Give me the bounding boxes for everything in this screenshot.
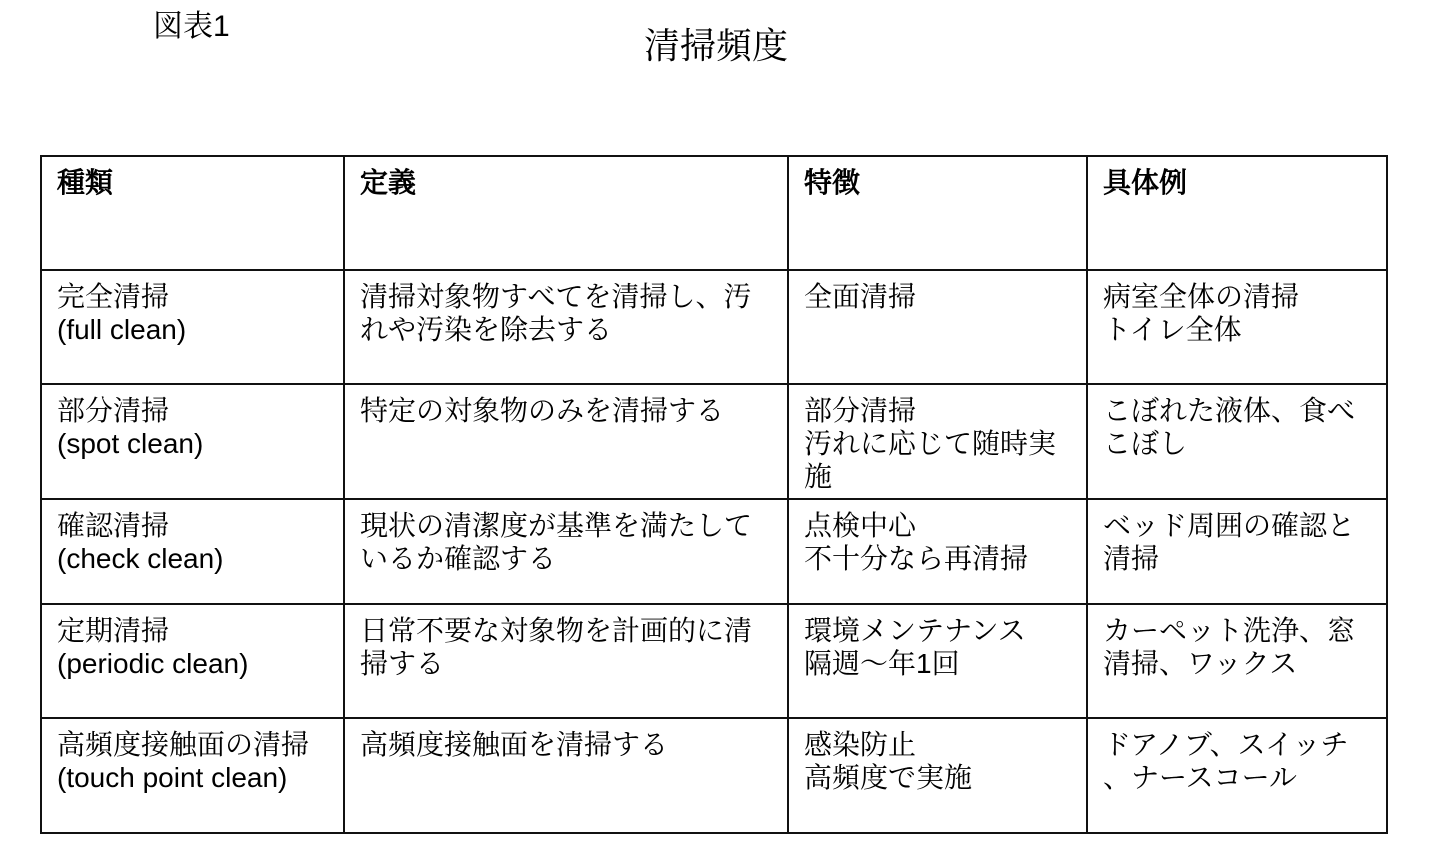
table-cell-example: ドアノブ、スイッチ 、ナースコール [1087, 718, 1387, 833]
table-header-row [41, 156, 1387, 270]
header-cell-type: 種類 [41, 156, 344, 270]
table-cell-type: 部分清掃 (spot clean) [41, 384, 344, 499]
table-cell-definition: 特定の対象物のみを清掃する [344, 384, 788, 499]
table-cell-definition: 高頻度接触面を清掃する [344, 718, 788, 833]
table-cell-example: こぼれた液体、食べ こぼし [1087, 384, 1387, 499]
table-cell-example: カーペット洗浄、窓 清掃、ワックス [1087, 604, 1387, 718]
page-title: 清掃頻度 [643, 25, 788, 66]
table-cell-feature: 感染防止 高頻度で実施 [788, 718, 1087, 833]
table-cell-type: 高頻度接触面の清掃 (touch point clean) [41, 718, 344, 833]
table-cell-example: ベッド周囲の確認と 清掃 [1087, 499, 1387, 604]
table-cell-feature: 環境メンテナンス 隔週〜年1回 [788, 604, 1087, 718]
figure-label: 図表1 [153, 10, 230, 43]
header-cell-feature: 特徴 [788, 156, 1087, 270]
table-cell-definition: 清掃対象物すべてを清掃し、汚 れや汚染を除去する [344, 270, 788, 384]
table-cell-type: 確認清掃 (check clean) [41, 499, 344, 604]
table-row [41, 499, 1387, 604]
table-row [41, 604, 1387, 718]
header-cell-definition: 定義 [344, 156, 788, 270]
table-cell-type: 定期清掃 (periodic clean) [41, 604, 344, 718]
table-row [41, 384, 1387, 499]
table-cell-example: 病室全体の清掃 トイレ全体 [1087, 270, 1387, 384]
header-cell-example: 具体例 [1087, 156, 1387, 270]
table-cell-feature: 点検中心 不十分なら再清掃 [788, 499, 1087, 604]
table-cell-definition: 日常不要な対象物を計画的に清 掃する [344, 604, 788, 718]
table-row [41, 718, 1387, 833]
table-row [41, 270, 1387, 384]
table-cell-type: 完全清掃 (full clean) [41, 270, 344, 384]
table-cell-definition: 現状の清潔度が基準を満たして いるか確認する [344, 499, 788, 604]
cleaning-frequency-table [40, 155, 1388, 834]
table-cell-feature: 全面清掃 [788, 270, 1087, 384]
table-cell-feature: 部分清掃 汚れに応じて随時実 施 [788, 384, 1087, 499]
